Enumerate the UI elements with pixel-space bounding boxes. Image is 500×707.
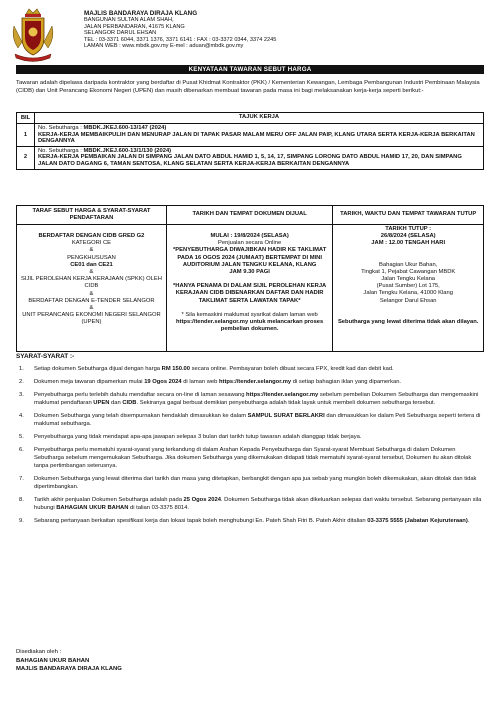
row-number: 1	[17, 124, 35, 147]
term-item	[16, 517, 486, 525]
ref-label: No. Sebutharga :	[38, 125, 84, 131]
term-text: . Sekiranya gagal berbuat demikian penyebutharga adalah tidak layak untuk membeli dokumen sebutharga tersebut.	[136, 400, 436, 406]
closing-address-3: Jalan Tengku Kelana	[381, 276, 436, 283]
term-emphasis: 25 Ogos 2024	[183, 497, 221, 503]
etender-requirement: BERDAFTAR DENGAN E-TENDER SELANGOR	[28, 297, 155, 304]
term-text: secara online. Pembayaran boleh dibuat secara FPX, kredit kad dan debit kad.	[190, 366, 394, 372]
term-text: Dokumen meja tawaran dipamerkan mulai	[34, 379, 145, 385]
header-bil: BIL	[17, 113, 35, 124]
term-number: 6.	[19, 447, 24, 453]
signature-org: MAJLIS BANDARAYA DIRAJA KLANG	[16, 666, 122, 672]
term-text: . Dokumen Sebutharga tidak akan dikeluarkan selepas dari waktu tersebut. Sebarang pertanyaan sila hubungi	[34, 497, 482, 511]
notice-banner: KENYATAAN TAWARAN SEBUT HARGA	[16, 65, 484, 74]
term-emphasis: https://tender.selangor.my	[218, 379, 292, 385]
term-text: Penyebutharga perlu mematuhi syarat-syarat yang terkandung di dalam Arahan Kepada Penyebutharga dan Syarat-syarat Membuat Sebutharga di dalam Dokumen Sebutharga sebelum mengemukakan Sebutharga. Jika dokumen Sebutharga yang dikemukakan didapati tidak mematuhi syarat-syarat tersebut, Dokumen itu akan ditolak tanpa pertimbangan seterusnya.	[34, 447, 472, 469]
term-emphasis: SAMPUL SURAT BERLAKRI	[247, 413, 325, 419]
closing-time: JAM : 12.00 TENGAH HARI	[371, 240, 446, 247]
address-line-2: JALAN PERBANDARAN, 41675 KLANG	[84, 23, 185, 30]
sale-cell	[166, 225, 332, 352]
closing-cell	[333, 225, 484, 352]
address-line-3: SELANGOR DARUL EHSAN	[84, 30, 157, 37]
spkk-requirement: SIJIL PEROLEHAN KERJA KERAJAAN (SPKK) OLEH CIDB	[21, 276, 162, 290]
table-row	[17, 124, 484, 147]
registration-cell	[17, 225, 167, 352]
term-number: 5.	[19, 434, 24, 440]
organization-info	[84, 10, 484, 50]
specialization-label: PENGKHUSUSAN	[67, 254, 116, 261]
late-notice: Sebutharga yang lewat diterima tidak akan dilayan.	[337, 318, 479, 325]
term-text: Setiap dokumen Sebutharga dijual dengan harga	[34, 366, 162, 372]
terms-list	[16, 365, 486, 530]
table-row	[17, 146, 484, 169]
header-dokumen-dijual: TARIKH DAN TEMPAT DOKUMEN DIJUAL	[166, 206, 332, 225]
term-number: 1.	[19, 366, 24, 372]
terms-title: SYARAT-SYARAT :-	[16, 353, 75, 360]
term-text: Tarikh akhir penjualan Dokumen Sebutharga adalah pada	[34, 497, 184, 503]
amp: &	[89, 290, 94, 297]
term-number: 7.	[19, 476, 24, 482]
address-line-1: BANGUNAN SULTAN ALAM SHAH,	[84, 17, 174, 23]
attendance-notice: *HANYA PENAMA DI DALAM SIJIL PEROLEHAN KERJA KERAJAAN CIDB DIBENARKAN DAFTAR DAN HADIR TAKLIMAT SERTA LAWATAN TAPAK*	[173, 283, 327, 304]
term-text: di talian 03-3375 8014.	[128, 505, 189, 511]
closing-address-1: Bahagian Ukur Bahan,	[379, 261, 438, 268]
term-item	[16, 412, 486, 428]
term-text: dan	[109, 400, 123, 406]
term-text: Sebarang pertanyaan berkaitan spesifikasi kerja dan lokasi tapak boleh menghubungi En. Pateh Shah Fitri B. Pateh Akhir ditalian	[34, 518, 368, 524]
category: KATEGORI CE	[71, 240, 112, 247]
specialization-codes: CE01 dan CE21	[70, 261, 113, 268]
term-emphasis: (Jabatan Kejuruteraan)	[404, 518, 468, 524]
closing-address-4: (Pusat Sumber) Lot 175,	[376, 283, 440, 290]
term-number: 4.	[19, 413, 24, 419]
amp: &	[89, 269, 94, 276]
sale-start: MULAI : 19/8/2024 (SELASA)	[210, 233, 289, 239]
job-cell	[35, 146, 484, 169]
briefing-notice: *PENYEBUTHARGA DIWAJIBKAN HADIR KE TAKLIMAT PADA 16 OGOS 2024 (JUMAAT) BERTEMPAT DI MINI AUDITORIUM JALAN TENGKU KELANA, KLANG	[173, 247, 327, 268]
web-email-line: LAMAN WEB : www.mbdk.gov.my E-mel : aduan@mbdk.gov.my	[84, 43, 244, 50]
term-text: di laman web	[181, 379, 219, 385]
ref-number: MBDK.JKEJ.600-13/1/130 (2024)	[83, 147, 172, 154]
mbdk-crest-icon	[10, 8, 56, 62]
closing-date: 26/8/2024 (SELASA)	[380, 233, 436, 240]
term-item	[16, 433, 486, 441]
amp: &	[89, 247, 94, 254]
term-number: 2.	[19, 379, 24, 385]
signature-block	[16, 648, 122, 674]
term-emphasis: 19 Ogos 2024	[144, 379, 182, 385]
closing-address-2: Tingkat 1, Pejabat Cawangan MBDK	[361, 268, 456, 275]
term-text: .	[467, 518, 470, 524]
term-item	[16, 378, 486, 386]
term-item	[16, 475, 486, 491]
term-emphasis: CIDB	[122, 400, 137, 406]
sale-mode: Penjualan secara Online	[218, 240, 282, 247]
jobs-table	[16, 112, 484, 170]
closing-label: TARIKH TUTUP :	[385, 226, 432, 232]
job-title: KERJA-KERJA PEMBAIKAN JALAN DI SIMPANG JALAN DATO ABDUL HAMID 1, 5, 14, 17, SIMPANG LORONG DATO ABDUL HAMID 17, 20, DAN SIMPANG JALAN DATO DAGANG 6, TAMAN SENTOSA, KLANG SELATAN SERTA KERJA-KERJA BERKAITAN DENGANNYA	[38, 154, 462, 167]
term-emphasis: https://tender.selangor.my	[246, 392, 319, 398]
term-text: dan dimasukkan ke dalam Peti Sebutharga seperti tertera di maklumat sebutharga.	[34, 413, 481, 427]
contact-line: TEL : 03-3371 6044, 3371 1376, 3371 6141 : FAX : 03-3372 0344, 3374 2245	[84, 36, 277, 43]
term-item	[16, 391, 486, 407]
term-text: Dokumen Sebutharga yang telah disempurnakan hendaklah dimasukkan ke dalam	[34, 413, 248, 419]
tender-link[interactable]: https://tender.selangor.my untuk melancarkan proses pembelian dokumen.	[176, 319, 324, 333]
org-name: MAJLIS BANDARAYA DIRAJA KLANG	[84, 10, 198, 17]
term-number: 3.	[19, 392, 24, 398]
header-taraf: TARAF SEBUT HARGA & SYARAT-SYARAT PENDAFTARAN	[17, 206, 167, 225]
term-text: Dokumen Sebutharga yang lewat diterima dari tarikh dan masa yang ditetapkan, berbangkit dengan apa jua sebab yang mungkin boleh dikemukakan, akan ditolak dan tidak dipertimbangkan.	[34, 476, 477, 490]
briefing-time: JAM 9.30 PAGI	[229, 269, 270, 276]
term-emphasis: RM 150.00	[161, 366, 190, 372]
term-text: Penyebutharga perlu terlebih dahulu mendaftar secara on-line di laman sesawang	[34, 392, 247, 398]
ref-number: MBDK.JKEJ.600-13/147 (2024)	[83, 125, 167, 131]
upen-requirement: UNIT PERANCANG EKONOMI NEGERI SELANGOR (UPEN)	[22, 312, 161, 326]
details-table	[16, 205, 484, 352]
term-text: di setiap bahagian iklan yang dipamerkan.	[291, 379, 402, 385]
update-notice-text: * Sila kemaskini maklumat syarikat dalam laman web	[181, 311, 318, 318]
closing-address-5: Jalan Tengku Kelana, 41000 Klang	[363, 290, 453, 297]
job-cell	[35, 124, 484, 147]
cidb-grade: BERDAFTAR DENGAN CIDB GRED G2	[38, 233, 145, 239]
ref-label: No. Sebutharga :	[38, 147, 84, 154]
term-number: 8.	[19, 497, 24, 503]
header-tawaran-tutup: TARIKH, WAKTU DAN TEMPAT TAWARAN TUTUP	[333, 206, 484, 225]
term-emphasis: 03-3375 5555	[367, 518, 403, 524]
header-tajuk-kerja: TAJUK KERJA	[35, 113, 484, 124]
term-text: sebelum pembelian Dokumen Sebutharga dan mengemaskini maklumat pendaftaran	[34, 392, 479, 406]
job-title: KERJA-KERJA MEMBAIKPULIH DAN MENURAP JALAN DI TAPAK PASAR MALAM MERU OFF JALAN PAIP, KLANG UTARA SERTA KERJA-KERJA BERKAITAN DENGANNYA	[38, 131, 475, 145]
amp: &	[89, 305, 94, 312]
term-emphasis: BAHAGIAN UKUR BAHAN	[56, 505, 129, 511]
term-emphasis: UPEN	[93, 400, 110, 406]
signature-dept: BAHAGIAN UKUR BAHAN	[16, 657, 90, 664]
prepared-by: Disediakan oleh :	[16, 649, 62, 655]
term-text: Penyebutharga yang tidak mendapat apa-apa jawapan selepas 3 bulan dari tarikh tutup tawaran adalah dianggap tidak berjaya.	[34, 434, 362, 440]
table-row	[17, 225, 484, 352]
intro-paragraph: Tawaran adalah dipelawa daripada kontraktor yang berdaftar di Pusat Khidmat Kontraktor (PKK) / Kementerian Kewangan, Lembaga Pembangunan Industri Pembinaan Malaysia (CIDB) dan Unit Perancang Ekonomi Negeri (UPEN) dan masih dibenarkan membuat tawaran pada masa ini bagi melaksanakan kerja-kerja seperti berikut:-	[16, 80, 480, 95]
term-item	[16, 365, 486, 373]
term-item	[16, 446, 486, 470]
row-number: 2	[17, 146, 35, 169]
term-item	[16, 496, 486, 512]
closing-address-6: Selangor Darul Ehsan	[379, 297, 437, 304]
term-number: 9.	[19, 518, 24, 524]
update-notice	[170, 312, 329, 334]
